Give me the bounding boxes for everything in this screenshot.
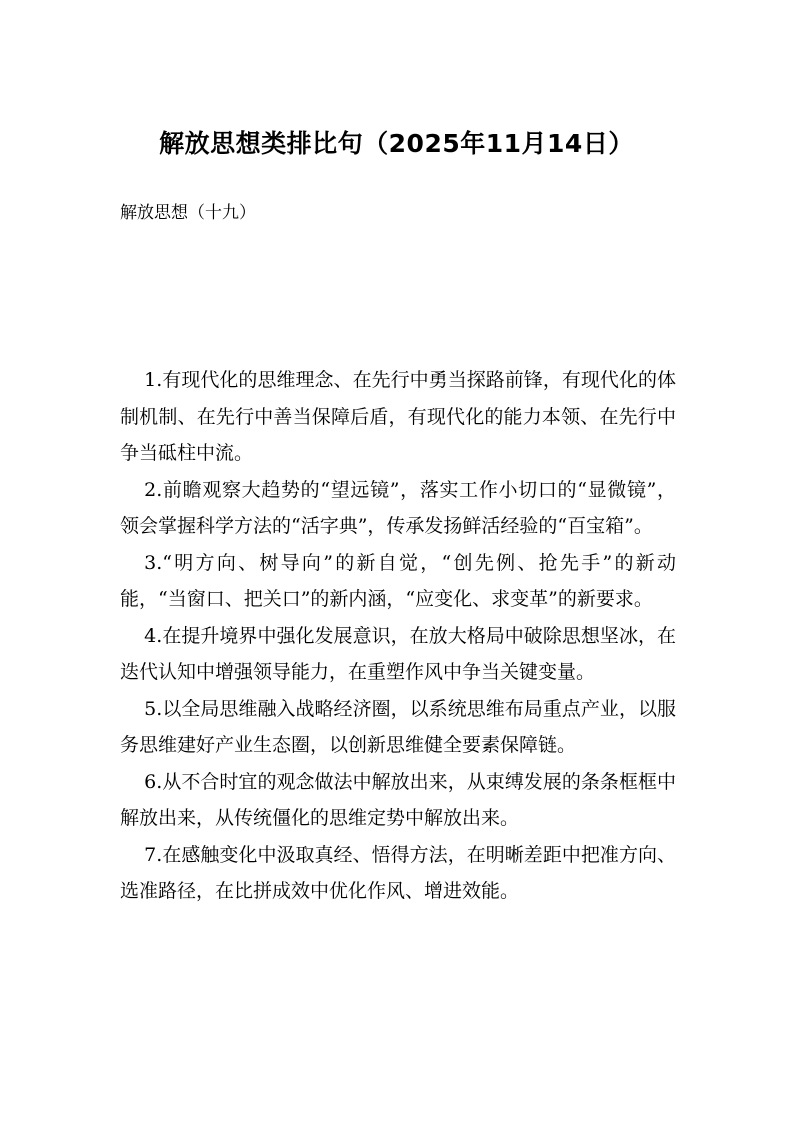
sentence-list	[120, 362, 676, 910]
section-subtitle: 解放思想（十九）	[120, 203, 256, 223]
list-item: 5.以全局思维融入战略经济圈，以系统思维布局重点产业，以服务思维建好产业生态圈，以创新思维健全要素保障链。	[120, 697, 676, 756]
list-item: 2.前瞻观察大趋势的“望远镜”，落实工作小切口的“显微镜”，领会掌握科学方法的“活字典”，传承发扬鲜活经验的“百宝箱”。	[120, 478, 676, 537]
list-item: 3.“明方向、树导向”的新自觉，“创先例、抢先手”的新动能，“当窗口、把关口”的新内涵，“应变化、求变革”的新要求。	[120, 551, 676, 610]
list-item: 1.有现代化的思维理念、在先行中勇当探路前锋，有现代化的体制机制、在先行中善当保障后盾，有现代化的能力本领、在先行中争当砥柱中流。	[120, 369, 676, 464]
page-title: 解放思想类排比句（2025年11月14日）	[159, 129, 634, 158]
list-item: 7.在感触变化中汲取真经、悟得方法，在明晰差距中把准方向、选准路径，在比拼成效中优化作风、增进效能。	[120, 843, 676, 902]
list-item: 4.在提升境界中强化发展意识，在放大格局中破除思想坚冰，在迭代认知中增强领导能力，在重塑作风中争当关键变量。	[120, 624, 676, 683]
list-item: 6.从不合时宜的观念做法中解放出来，从束缚发展的条条框框中解放出来，从传统僵化的思维定势中解放出来。	[120, 770, 676, 829]
